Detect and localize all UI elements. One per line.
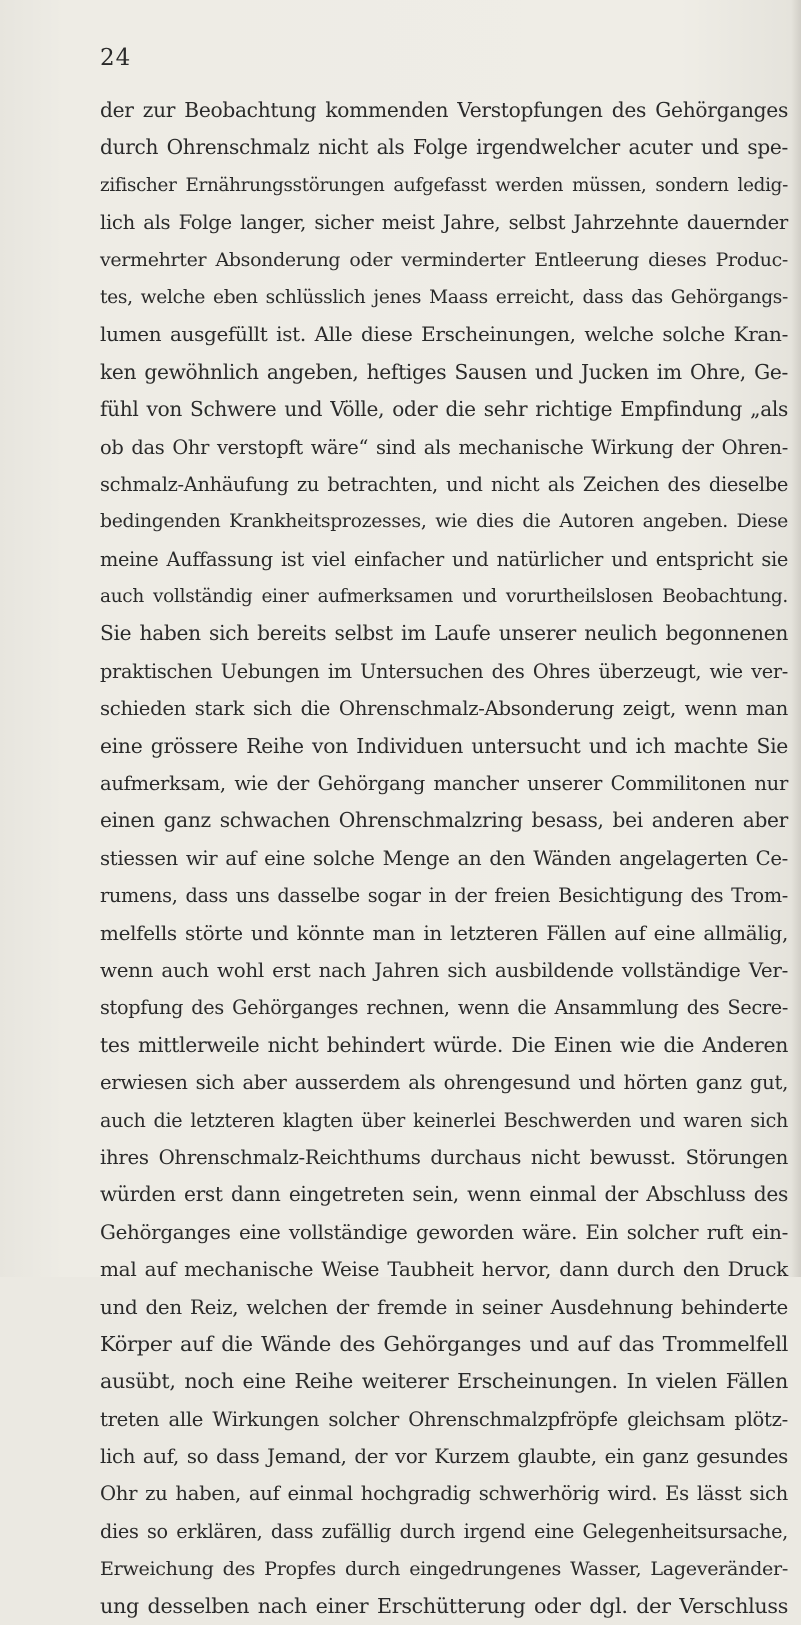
text-line: ihres Ohrenschmalz-Reichthums durchaus nicht bewusst. Störungen xyxy=(100,1145,788,1169)
text-line: aufmerksam, wie der Gehörgang mancher unserer Commilitonen nur xyxy=(100,772,788,796)
page-number: 24 xyxy=(100,45,132,71)
text-line: Sie haben sich bereits selbst im Laufe unserer neulich begonnenen xyxy=(100,621,788,646)
text-line: erwiesen sich aber ausserdem als ohrengesund und hörten ganz gut, xyxy=(100,1071,788,1095)
text-line: treten alle Wirkungen solcher Ohrenschmalzpfröpfe gleichsam plötz- xyxy=(100,1407,788,1431)
text-line: Erweichung des Propfes durch eingedrungenes Wasser, Lageveränder- xyxy=(100,1557,788,1581)
text-line: fühl von Schwere und Völle, oder die sehr richtige Empfindung „als xyxy=(100,397,788,422)
text-line: durch Ohrenschmalz nicht als Folge irgendwelcher acuter und spe- xyxy=(100,135,788,160)
text-line: wenn auch wohl erst nach Jahren sich ausbildende vollständige Ver- xyxy=(100,958,788,982)
text-line: Körper auf die Wände des Gehörganges und auf das Trommelfell xyxy=(100,1331,788,1356)
text-line: mal auf mechanische Weise Taubheit hervor, dann durch den Druck xyxy=(100,1257,788,1282)
text-line: dies so erklären, dass zufällig durch irgend eine Gelegenheitsursache, xyxy=(100,1519,788,1543)
text-line: tes mittlerweile nicht behindert würde. Die Einen wie die Anderen xyxy=(100,1032,788,1057)
text-line: schieden stark sich die Ohrenschmalz-Absonderung zeigt, wenn man xyxy=(100,697,788,721)
text-line: Ohr zu haben, auf einmal hochgradig schwerhörig wird. Es lässt sich xyxy=(100,1482,788,1506)
text-line: Gehörganges eine vollständige geworden wäre. Ein solcher ruft ein- xyxy=(100,1220,788,1244)
text-line: stopfung des Gehörganges rechnen, wenn die Ansammlung des Secre- xyxy=(100,996,788,1020)
text-line: und den Reiz, welchen der fremde in seiner Ausdehnung behinderte xyxy=(100,1295,788,1319)
text-line: einen ganz schwachen Ohrenschmalzring besass, bei anderen aber xyxy=(100,808,788,833)
text-line: ob das Ohr verstopft wäre“ sind als mechanische Wirkung der Ohren- xyxy=(100,435,788,459)
text-line: melfells störte und könnte man in letzteren Fällen auf eine allmälig, xyxy=(100,920,788,945)
text-line: der zur Beobachtung kommenden Verstopfungen des Gehörganges xyxy=(100,98,788,122)
text-line: auch vollständig einer aufmerksamen und vorurtheilslosen Beobachtung. xyxy=(100,586,788,608)
text-line: lich als Folge langer, sicher meist Jahre, selbst Jahrzehnte dauernder xyxy=(100,211,788,235)
text-line: lich auf, so dass Jemand, der vor Kurzem glaubte, ein ganz gesundes xyxy=(100,1445,788,1469)
text-line: rumens, dass uns dasselbe sogar in der freien Besichtigung des Trom- xyxy=(100,884,788,908)
text-line: stiessen wir auf eine solche Menge an den Wänden angelagerten Ce- xyxy=(100,846,788,870)
text-line: zifischer Ernährungsstörungen aufgefasst werden müssen, sondern ledig- xyxy=(100,174,788,196)
text-line: auch die letzteren klagten über keinerlei Beschwerden und waren sich xyxy=(100,1108,788,1132)
text-line: praktischen Uebungen im Untersuchen des Ohres überzeugt, wie ver- xyxy=(100,659,788,683)
text-line: eine grössere Reihe von Individuen untersucht und ich machte Sie xyxy=(100,733,788,758)
text-line: ung desselben nach einer Erschütterung oder dgl. der Verschluss xyxy=(100,1593,788,1618)
text-line: ausübt, noch eine Reihe weiterer Erscheinungen. In vielen Fällen xyxy=(100,1369,788,1394)
text-line: würden erst dann eingetreten sein, wenn einmal der Abschluss des xyxy=(100,1182,788,1207)
body-text xyxy=(100,92,788,1625)
text-line: schmalz-Anhäufung zu betrachten, und nicht als Zeichen des dieselbe xyxy=(100,472,788,496)
page-edge-shadow xyxy=(791,0,801,1277)
text-line: meine Auffassung ist viel einfacher und natürlicher und entspricht sie xyxy=(100,547,788,571)
text-line: tes, welche eben schlüsslich jenes Maass erreicht, dass das Gehörgangs- xyxy=(100,286,788,308)
text-line: ken gewöhnlich angeben, heftiges Sausen und Jucken im Ohre, Ge- xyxy=(100,359,788,384)
text-line: vermehrter Absonderung oder verminderter Entleerung dieses Produc- xyxy=(100,248,788,271)
text-line: bedingenden Krankheitsprozesses, wie dies die Autoren angeben. Diese xyxy=(100,511,788,533)
text-line: lumen ausgefüllt ist. Alle diese Erscheinungen, welche solche Kran- xyxy=(100,322,788,347)
